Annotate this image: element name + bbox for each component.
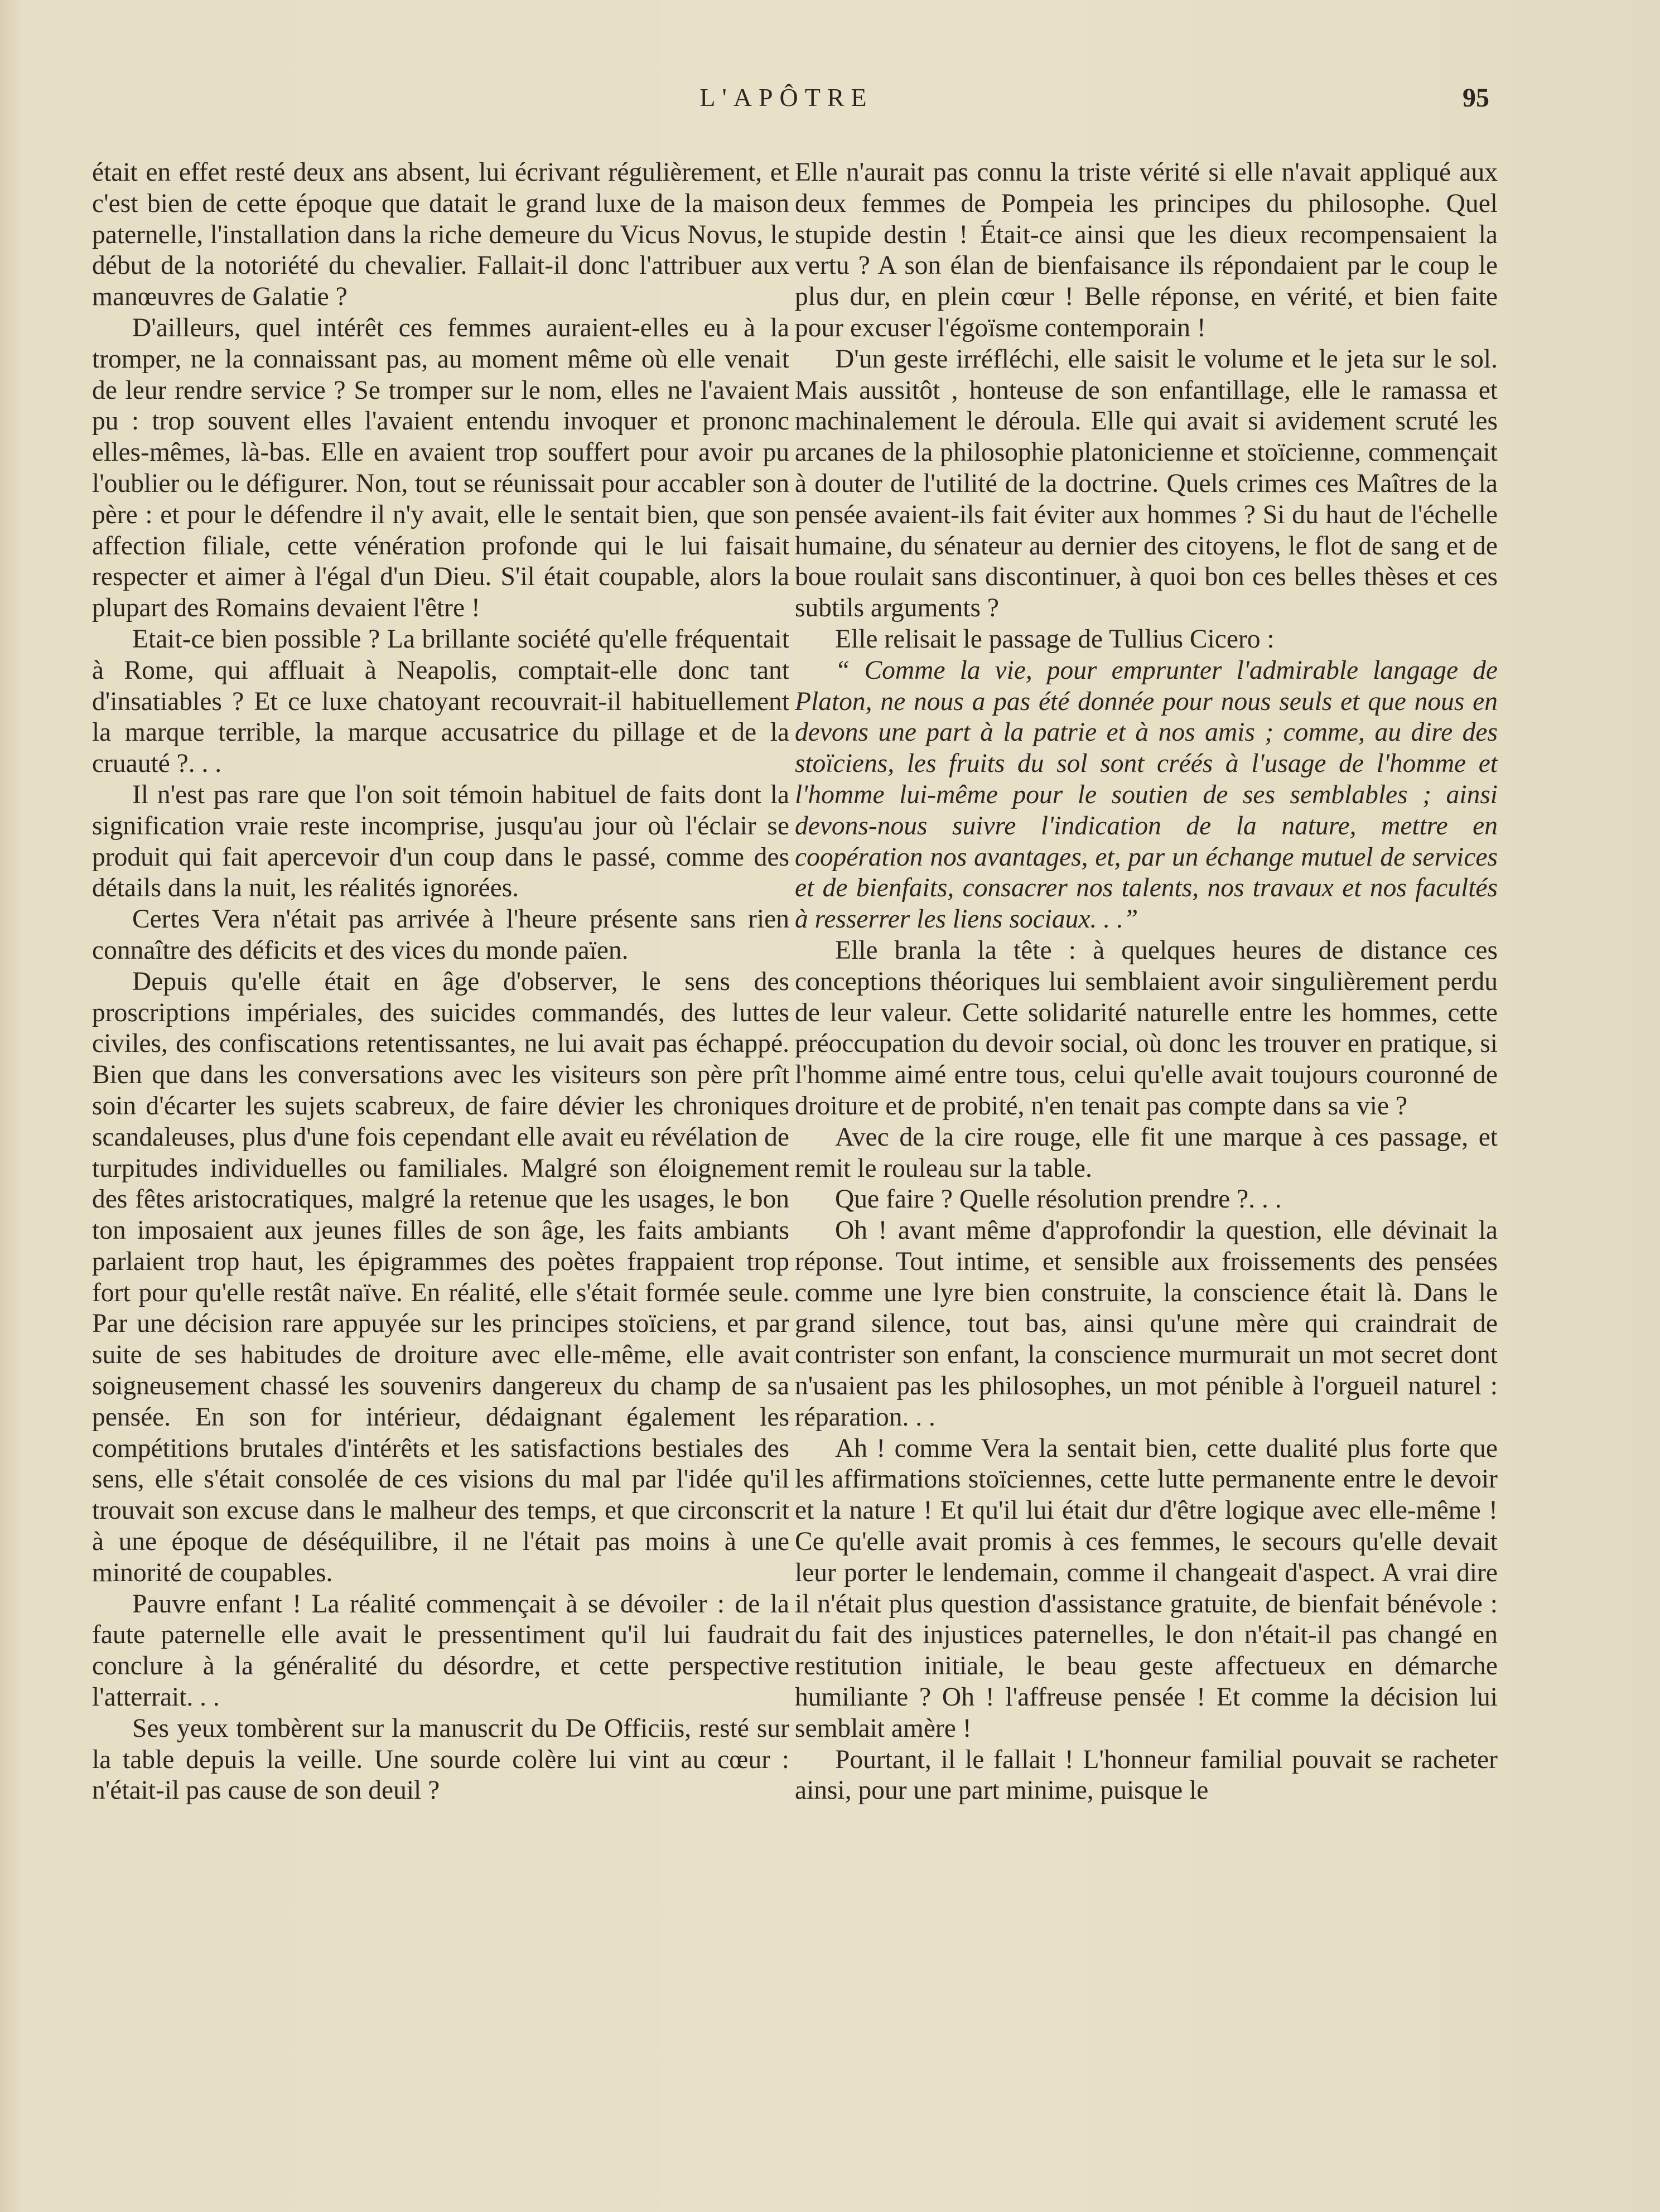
paragraph: était en effet resté deux ans absent, lui écrivant régulièrement, et c'est bien de cette époque que datait le grand luxe de la maison paternelle, l'installation dans la riche demeure du Vicus Novus, le début de la notoriété du chevalier. Fallait-il donc l'attribuer aux manœuvres de Galatie ? bbox=[92, 158, 789, 312]
paragraph: D'ailleurs, quel intérêt ces femmes auraient-elles eu à la tromper, ne la connaissant pas, au moment même où elle venait de leur rendre service ? Se tromper sur le nom, elles ne l'avaient pu : trop souvent elles l'avaient entendu invoquer et prononc elles-mêmes, là-bas. Elle en avaient trop souffert pour avoir pu l'oublier ou le défigurer. Non, tout se réunissait pour accabler son père : et pour le défendre il n'y avait, elle le sentait bien, que son affection filiale, cette vénération profonde qui le lui faisait respecter et aimer à l'égal d'un Dieu. S'il était coupable, alors la plupart des Romains devaient l'être ! bbox=[92, 313, 789, 623]
paragraph: Elle n'aurait pas connu la triste vérité si elle n'avait appliqué aux deux femmes de Pompeia les principes du philosophe. Quel stupide destin ! Était-ce ainsi que les dieux recompensaient la vertu ? A son élan de bienfaisance ils répondaient par le coup le plus dur, en plein cœur ! Belle réponse, en vérité, et bien faite pour excuser l'égoïsme contemporain ! bbox=[795, 158, 1498, 342]
running-title: L'APÔTRE bbox=[699, 83, 874, 112]
right-column bbox=[795, 157, 1498, 1807]
paragraph: D'un geste irréfléchi, elle saisit le volume et le jeta sur le sol. Mais aussitôt , honteuse de son enfantillage, elle le ramassa et machinalement le déroula. Elle qui avait si avidement scruté les arcanes de la philosophie platonicienne et stoïcienne, commençait à douter de l'utilité de la doctrine. Quels crimes ces Maîtres de la pensée avaient-ils fait éviter aux hommes ? Si du haut de l'échelle humaine, du sénateur au dernier des citoyens, le flot de sang et de boue roulait sans discontinuer, à quoi bon ces belles thèses et ces subtils arguments ? bbox=[795, 344, 1498, 623]
paragraph: Oh ! avant même d'approfondir la question, elle dévinait la réponse. Tout intime, et sensible aux froissements des pensées comme une lyre bien construite, la conscience était là. Dans le grand silence, tout bas, ainsi qu'une mère qui craindrait de contrister son enfant, la conscience murmurait un mot secret dont n'usaient pas les philosophes, un mot pénible à l'orgueil naturel : réparation. . . bbox=[795, 1216, 1498, 1432]
paragraph: Pourtant, il le fallait ! L'honneur familial pouvait se racheter ainsi, pour une part minime, puisque le bbox=[795, 1745, 1498, 1805]
paragraph: Elle relisait le passage de Tullius Cicero : bbox=[835, 624, 1275, 654]
paragraph: Ses yeux tombèrent sur la manuscrit du De Officiis, resté sur la table depuis la veille. Une sourde colère lui vint au cœur : n'était-il pas cause de son deuil ? bbox=[92, 1713, 789, 1805]
paragraph: Ah ! comme Vera la sentait bien, cette dualité plus forte que les affirmations stoïciennes, cette lutte permanente entre le devoir et la nature ! Et qu'il lui était dur d'être logique avec elle-même ! Ce qu'elle avait promis à ces femmes, le secours qu'elle devait leur porter le lendemain, comme il changeait d'aspect. A vrai dire il n'était plus question d'assistance gratuite, de bienfait bénévole : du fait des injustices paternelles, le don n'était-il pas changé en restitution initiale, le beau geste affectueux en démarche humiliante ? Oh ! l'affreuse pensée ! Et comme la décision lui semblait amère ! bbox=[795, 1433, 1498, 1743]
left-column bbox=[92, 157, 789, 1807]
paragraph: Elle branla la tête : à quelques heures de distance ces conceptions théoriques lui semblaient avoir singulièrement perdu de leur valeur. Cette solidarité naturelle entre les hommes, cette préoccupation du devoir social, où donc les trouver en pratique, si l'homme aimé entre tous, celui qu'elle avait toujours couronné de droiture et de probité, n'en tenait pas compte dans sa vie ? bbox=[795, 935, 1498, 1121]
paragraph: Avec de la cire rouge, elle fit une marque à ces passage, et remit le rouleau sur la table. bbox=[795, 1122, 1498, 1183]
paragraph: Que faire ? Quelle résolution prendre ?. . . bbox=[835, 1185, 1282, 1214]
page-number: 95 bbox=[1463, 83, 1489, 113]
paragraph: Il n'est pas rare que l'on soit témoin habituel de faits dont la signification vraie reste incomprise, jusqu'au jour où l'éclair se produit qui fait apercevoir d'un coup dans le passé, comme des détails dans la nuit, les réalités ignorées. bbox=[92, 780, 789, 903]
paragraph: Depuis qu'elle était en âge d'observer, le sens des proscriptions impériales, des suicides commandés, des luttes civiles, des confiscations retentissantes, ne lui avait pas échappé. Bien que dans les conversations avec les visiteurs son père prît soin d'écarter les sujets scabreux, de faire dévier les chroniques scandaleuses, plus d'une fois cependant elle avait eu révélation de turpitudes individuelles ou familiales. Malgré son éloignement des fêtes aristocratiques, malgré la retenue que les usages, le bon ton imposaient aux jeunes filles de son âge, les faits ambiants parlaient trop haut, les épigrammes des poètes frappaient trop fort pour qu'elle restât naïve. En réalité, elle s'était formée seule. Par une décision rare appuyée sur les principes stoïciens, et par suite de ses habitudes de droiture avec elle-même, elle avait soigneusement chassé les souvenirs dangereux du champ de sa pensée. En son for intérieur, dédaignant également les compétitions brutales d'intérêts et les satisfactions bestiales des sens, elle s'était consolée de ces visions du mal par l'idée qu'il trouvait son excuse dans le malheur des temps, et que circonscrit à une époque de déséquilibre, il ne l'était pas moins à une minorité de coupables. bbox=[92, 967, 789, 1587]
paragraph: Certes Vera n'était pas arrivée à l'heure présente sans rien connaître des déficits et des vices du monde païen. bbox=[92, 905, 789, 965]
page-header bbox=[84, 83, 1489, 122]
paragraph: Pauvre enfant ! La réalité commençait à se dévoiler : de la faute paternelle elle avait le pressentiment qu'il lui faudrait conclure à la généralité du désordre, et cette perspective l'atterrait. . . bbox=[92, 1589, 789, 1712]
paragraph: Etait-ce bien possible ? La brillante société qu'elle fréquentait à Rome, qui affluait à Neapolis, comptait-elle donc tant d'insatiables ? Et ce luxe chatoyant recouvrait-il habituellement la marque terrible, la marque accusatrice du pillage et de la cruauté ?. . . bbox=[92, 624, 789, 779]
quotation: “ Comme la vie, pour emprunter l'admirable langage de Platon, ne nous a pas été donnée pour nous seuls et que nous en devons une part à la patrie et à nos amis ; comme, au dire des stoïciens, les fruits du sol sont créés à l'usage de l'homme et l'homme lui-même pour le soutien de ses semblables ; ainsi devons-nous suivre l'indication de la nature, mettre en coopération nos avantages, et, par un échange mutuel de services et de bienfaits, consacrer nos talents, nos travaux et nos facultés à resserrer les liens sociaux. . .” bbox=[795, 655, 1498, 934]
